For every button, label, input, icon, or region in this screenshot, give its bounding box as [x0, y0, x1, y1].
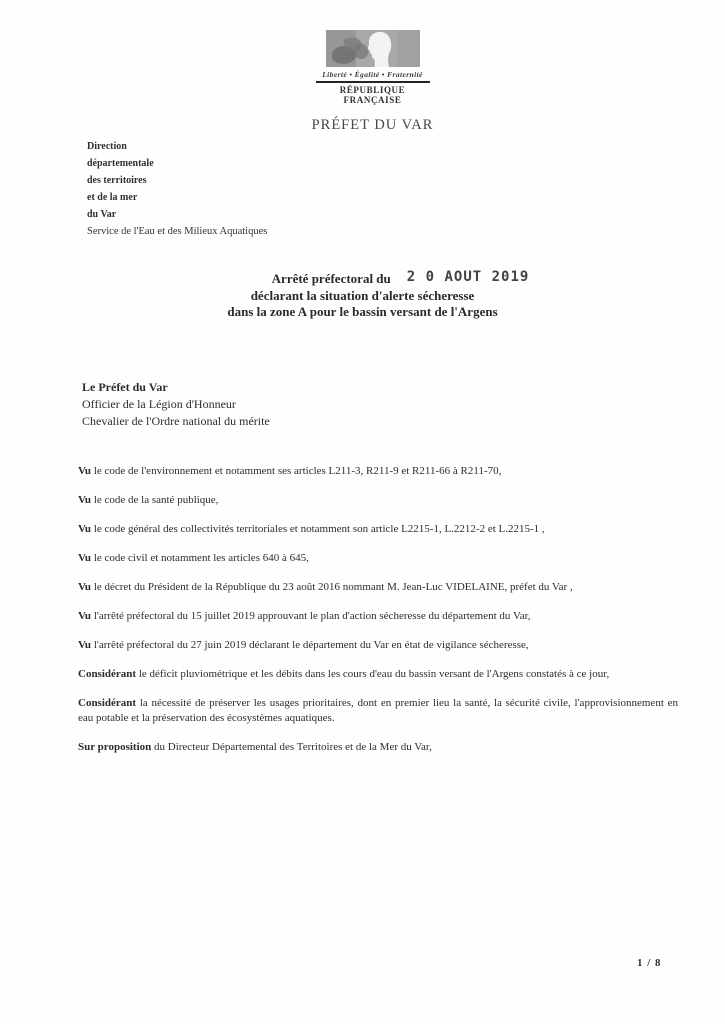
issuer-block [82, 379, 270, 430]
paragraph-lead: Vu [78, 494, 92, 506]
sender-service-line: Service de l'Eau et des Milieux Aquatiques [87, 226, 268, 237]
sender-direction-block [87, 138, 154, 223]
decree-title-line3: dans la zone A pour le bassin versant de l'Argens [227, 304, 498, 319]
body-paragraph [78, 609, 678, 624]
paragraph-text: le code de la santé publique, [93, 494, 219, 506]
sender-line: départementale [87, 158, 154, 169]
paragraph-lead: Considérant [78, 697, 137, 709]
sender-line: du Var [87, 209, 117, 220]
paragraph-lead: Sur proposition [78, 741, 152, 753]
paragraph-lead: Considérant [78, 668, 137, 680]
body-paragraph [78, 580, 678, 595]
paragraph-text: du Directeur Départemental des Territoires et de la Mer du Var, [154, 741, 432, 753]
paragraph-text: la nécessité de préserver les usages prioritaires, dont en premier lieu la santé, la sécurité civile, l'approvisionnement en eau potable et la préservation des écosystèmes aquatiques. [78, 697, 679, 724]
paragraph-text: l'arrêté préfectoral du 27 juin 2019 déclarant le département du Var en état de vigilance sécheresse, [93, 639, 529, 651]
paragraph-text: le décret du Président de la République du 23 août 2016 nommant M. Jean-Luc VIDELAINE, préfet du Var , [93, 581, 573, 593]
paragraph-lead: Vu [78, 639, 92, 651]
body-paragraph [78, 551, 678, 566]
paragraph-text: le code civil et notamment les articles 640 à 645, [93, 552, 309, 564]
body-paragraph [78, 740, 678, 755]
date-stamp: 2 0 AOUT 2019 [406, 269, 530, 285]
paragraph-text: le code général des collectivités territoriales et notamment son article L2215-1, L.2212-2 et L.2215-1 , [93, 523, 545, 535]
paragraph-text: l'arrêté préfectoral du 15 juillet 2019 approuvant le plan d'action sécheresse du département du Var, [93, 610, 531, 622]
sender-line: et de la mer [87, 192, 138, 203]
issuer-title: Officier de la Légion d'Honneur [82, 397, 236, 411]
decree-title-line1 [38, 271, 725, 287]
prefecture-title: PRÉFET DU VAR [311, 117, 434, 133]
sender-line: des territoires [87, 175, 147, 186]
decree-title-line2: déclarant la situation d'alerte sécheresse [250, 288, 475, 303]
body-paragraph [78, 667, 678, 682]
issuer-name: Le Préfet du Var [82, 380, 168, 394]
paragraph-lead: Vu [78, 552, 92, 564]
body-paragraph [78, 493, 678, 508]
sender-line: Direction [87, 141, 127, 152]
republic-text: RÉPUBLIQUE FRANÇAISE [316, 81, 430, 105]
decree-title-text: Arrêté préfectoral du [271, 271, 391, 286]
motto-text: Liberté • Égalité • Fraternité [322, 70, 423, 79]
body-paragraph [78, 522, 678, 537]
paragraph-lead: Vu [78, 610, 92, 622]
decree-title [0, 271, 725, 320]
body-paragraph [78, 696, 678, 726]
gov-header [10, 30, 725, 134]
body-paragraph [78, 638, 678, 653]
body-paragraph [78, 464, 678, 479]
paragraph-lead: Vu [78, 523, 92, 535]
decree-body [78, 464, 678, 769]
paragraph-lead: Vu [78, 581, 92, 593]
paragraph-text: le déficit pluviométrique et les débits dans les cours d'eau du bassin versant de l'Argens constatés à ce jour, [138, 668, 610, 680]
paragraph-lead: Vu [78, 465, 92, 477]
page-number: 1 / 8 [637, 957, 662, 969]
issuer-title: Chevalier de l'Ordre national du mérite [82, 414, 270, 428]
marianne-logo-icon [326, 30, 420, 67]
paragraph-text: le code de l'environnement et notamment ses articles L211-3, R211-9 et R211-66 à R211-70, [93, 465, 502, 477]
